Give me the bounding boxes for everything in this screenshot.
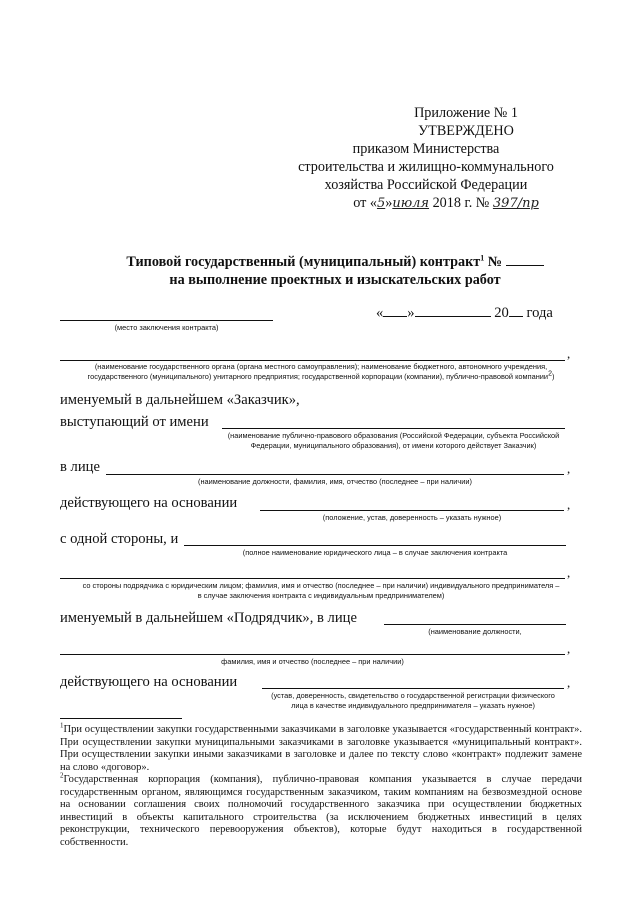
title-line-2: на выполнение проектных и изыскательских работ: [169, 272, 501, 288]
approval-block: [270, 104, 582, 213]
contractor-position-line: [384, 624, 566, 625]
person-caption: (наименование должности, фамилия, имя, отчество (последнее – при наличии): [197, 477, 473, 486]
one-side-label: с одной стороны, и: [60, 531, 179, 547]
contract-number-blank: [506, 253, 544, 266]
footnote-1: $^1$При осуществлении закупки государственными заказчиками в заголовке указывается «государственный контракт». При осуществлении закупки муниципальными заказчиками в заголовке указывается «муниципальный контракт». При осуществлении закупки иными заказчиками в заголовке и далее по тексту слово «контракт» подлежит замене на слово «договор».: [60, 721, 582, 773]
title-line-1: Типовой государственный (муниципальный) контракт$^1$ №: [90, 253, 580, 271]
handwritten-month: июля: [392, 196, 430, 211]
contractor-name-caption: (полное наименование юридического лица – в случае заключения контракта: [242, 548, 508, 557]
footnote-separator: [60, 718, 182, 719]
customer-name-caption: (наименование государственного органа (органа местного самоуправления); наименование бюджетного, автономного учреждения, государственного (муниципального) унитарного предприятия; государственной корпорации (компании), публично-правовой компании2): [87, 362, 555, 381]
order-label: приказом Министерства: [352, 141, 500, 157]
person-field-line: [106, 474, 564, 475]
customer-basis-line: [260, 510, 564, 511]
contractor-name-line: [184, 545, 566, 546]
in-person-label: в лице: [60, 459, 100, 475]
ministry-line-1: строительства и жилищно-коммунального: [298, 159, 554, 175]
contractor-basis-line: [262, 688, 564, 689]
contractor-basis-label: действующего на основании: [60, 674, 238, 690]
order-date-line: от «5»июля 2018 г. № 397/пр: [353, 195, 539, 211]
handwritten-day: 5: [376, 196, 386, 211]
handwritten-order-number: 397/пр: [492, 196, 539, 211]
contractor-caption: со стороны подрядчика с юридическим лицом; фамилия, имя и отчество (последнее – при наличии) индивидуального предпринимателя – в случае заключения контракта с индивидуальным предпринимателем): [82, 581, 560, 600]
contract-title: [90, 253, 580, 289]
contractor-person-caption: фамилия, имя и отчество (последнее – при наличии): [221, 657, 404, 666]
contractor-position-caption: (наименование должности,: [428, 627, 522, 636]
entity-caption: (наименование публично-правового образования (Российской Федерации, субъекта Российской Федерации, муниципального образования), от имени которого действует Заказчик): [227, 431, 560, 450]
place-caption: (место заключения контракта): [114, 323, 219, 332]
contractor-person-line: [60, 654, 565, 655]
date-field: « » 20 года: [376, 305, 553, 321]
customer-basis-caption: (положение, устав, доверенность – указать нужное): [322, 513, 502, 522]
contractor-basis-caption: (устав, доверенность, свидетельство о государственной регистрации физического лица в качестве индивидуального предпринимателя – указать нужное): [271, 691, 555, 710]
customer-basis-label: действующего на основании: [60, 495, 238, 511]
acting-on-behalf-label: выступающий от имени: [60, 414, 209, 430]
customer-called-label: именуемый в дальнейшем «Заказчик»,: [60, 392, 300, 408]
entity-field-line: [222, 428, 565, 429]
place-field-line: [60, 320, 273, 321]
appendix-label: Приложение № 1: [414, 105, 518, 121]
approved-label: УТВЕРЖДЕНО: [418, 123, 514, 139]
customer-name-line: [60, 360, 565, 361]
ministry-line-2: хозяйства Российской Федерации: [324, 177, 528, 193]
contractor-called-label: именуемый в дальнейшем «Подрядчик», в лице: [60, 610, 357, 626]
contractor-name-line-2: [60, 578, 565, 579]
footnote-2: $^2$Государственная корпорация (компания), публично-правовая компания указывается в случае передачи государственным органом, являющимся государственным заказчиком, таким компаниям на безвозмездной основе на основании соглашения своих полномочий государственного заказчика при осуществлении бюджетных инвестиций в объекты капитального строительства (за исключением бюджетных инвестиций в целях реконструкции, технического перевооружения объектов), которые будут находиться в государственной собственности.: [60, 771, 582, 848]
